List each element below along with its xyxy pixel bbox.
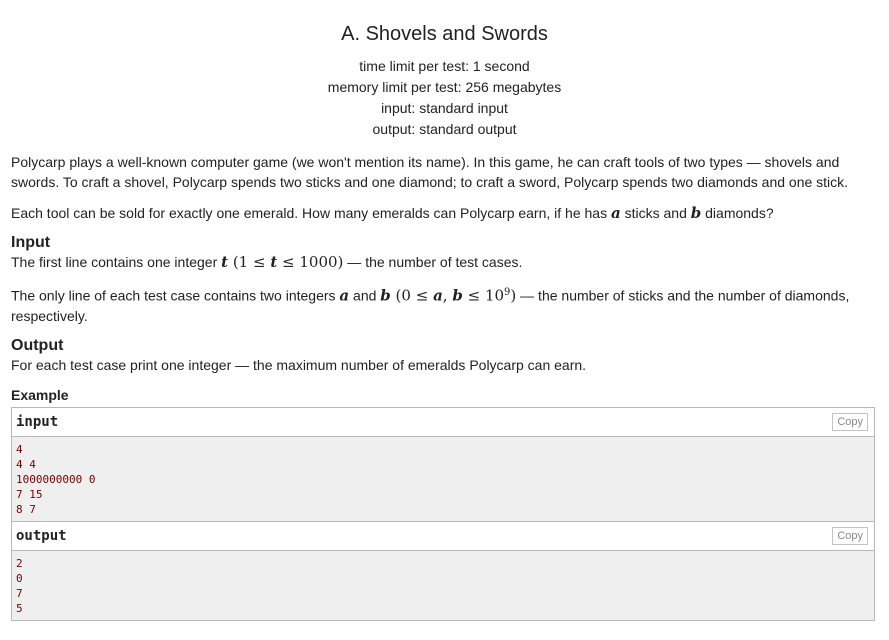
problem-title: A. Shovels and Swords [341,23,548,45]
text: diamonds? [701,205,774,221]
time-limit: time limit per test: 1 second [359,58,530,74]
output-file: output: standard output [372,121,517,137]
memory-limit: memory limit per test: 256 megabytes [327,79,562,95]
math-constraint: (1 ≤ [228,253,271,271]
output-paragraph-1: For each test case print one integer — the maximum number of emeralds Polycarp can earn. [11,356,587,373]
sample-line: 1000000000 0 [16,472,96,486]
math-var-b: b [380,286,391,305]
math-var-a: a [339,286,350,305]
math-var-t: t [270,253,278,271]
sample-line: 5 [16,601,23,615]
sample-output-body[interactable] [12,551,874,620]
problem-statement [11,152,878,621]
text: The only line of each test case contains two integers [11,287,340,304]
math-var-t: t [221,253,229,271]
math-constraint: ) [510,286,517,305]
sample-input-header [12,408,874,437]
sample-output-header [12,521,874,551]
math-constraint: , [442,286,453,305]
math-exponent: 9 [504,287,511,298]
problem-header [0,0,889,140]
input-section-title: Input [11,234,51,251]
sample-line: 4 [16,442,23,456]
input-paragraph-1 [11,252,878,272]
sample-line: 4 4 [16,457,36,471]
sample-line: 2 [16,556,23,570]
input-paragraph-2 [11,283,878,326]
sample-input-body[interactable] [12,437,874,521]
math-var-b: b [452,286,463,305]
math-var-a: a [610,204,621,222]
math-var-a: a [433,286,443,305]
text: — the number of sticks and the number of diamonds, respectively. [11,287,850,324]
sample-line: 7 [16,586,23,600]
statement-paragraph-1: Polycarp plays a well-known computer game (we won't mention its name). In this game, he can craft tools of two types — shovels and swords. To craft a shovel, Polycarp spends two sticks and one diamond; to craft a sword, Polycarp spends two diamonds and one stick. [11,154,849,190]
text: Each tool can be sold for exactly one emerald. How many emeralds can Polycarp earn, if he has [11,205,611,221]
sample-line: 8 7 [16,502,36,516]
text: sticks and [620,205,691,221]
math-constraint: ≤ 1000) [277,253,344,271]
text: The first line contains one integer [11,254,222,270]
sample-output-label: output [16,527,67,544]
sample-input-label: input [16,413,59,430]
text: — the number of test cases. [343,254,523,270]
sample-line: 7 15 [16,487,43,501]
math-constraint: (0 ≤ [390,286,434,305]
sample-line: 0 [16,571,23,585]
sample-test-box [11,407,875,621]
math-constraint: ≤ 10 [462,286,505,305]
copy-input-button[interactable]: Copy [832,413,868,431]
text: and [349,287,381,304]
input-file: input: standard input [381,100,508,116]
output-section-title: Output [11,336,64,354]
math-var-b: b [690,204,702,222]
copy-output-button[interactable]: Copy [832,527,868,545]
statement-paragraph-2 [11,203,878,223]
example-title: Example [11,386,69,403]
